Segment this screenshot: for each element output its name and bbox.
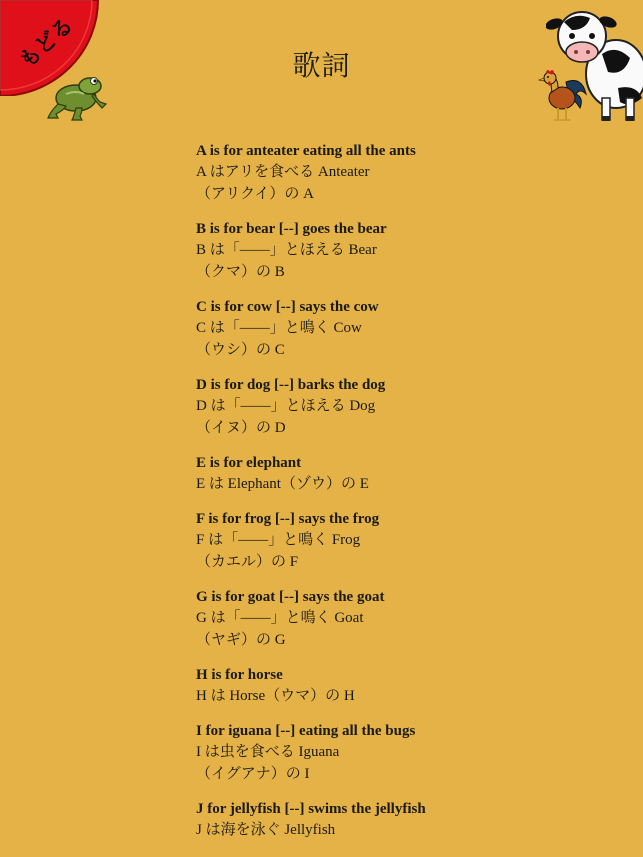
verse-h	[196, 665, 626, 707]
verse-line: C は「——」と鳴く Cow	[196, 320, 362, 336]
verse-title: E is for elephant	[196, 455, 302, 471]
verse-b	[196, 219, 626, 283]
verse-line: F は「——」と鳴く Frog	[196, 532, 361, 548]
verse-line: （ウシ）の C	[196, 342, 285, 358]
verse-g	[196, 587, 626, 651]
verse-line: （イヌ）の D	[196, 420, 286, 436]
verse-line: D は「——」とほえる Dog	[196, 398, 376, 414]
verse-title: C is for cow [--] says the cow	[196, 299, 379, 315]
verse-line: （クマ）の B	[196, 264, 285, 280]
verse-line: I は虫を食べる Iguana	[196, 744, 340, 760]
verse-line: H は Horse（ウマ）の H	[196, 688, 355, 704]
verse-title: B is for bear [--] goes the bear	[196, 221, 387, 237]
lyrics-list	[196, 141, 626, 855]
verse-line: A はアリを食べる Anteater	[196, 164, 370, 180]
verse-line: B は「——」とほえる Bear	[196, 242, 377, 258]
verse-title: I for iguana [--] eating all the bugs	[196, 723, 416, 739]
verse-line: G は「——」と鳴く Goat	[196, 610, 364, 626]
verse-title: F is for frog [--] says the frog	[196, 511, 380, 527]
verse-c	[196, 297, 626, 361]
verse-line: （イグアナ）の I	[196, 766, 310, 782]
page-title: 歌詞	[292, 49, 351, 82]
back-button-label: もどる	[14, 12, 78, 73]
verse-title: H is for horse	[196, 667, 283, 683]
verse-title: A is for anteater eating all the ants	[196, 143, 416, 159]
verse-i	[196, 721, 626, 785]
verse-a	[196, 141, 626, 205]
verse-j	[196, 799, 626, 841]
verse-title: G is for goat [--] says the goat	[196, 589, 385, 605]
verse-e	[196, 453, 626, 495]
verse-f	[196, 509, 626, 573]
verse-line: （アリクイ）の A	[196, 186, 314, 202]
verse-title: J for jellyfish [--] swims the jellyfish	[196, 801, 426, 817]
verse-line: （カエル）の F	[196, 554, 299, 570]
verse-d	[196, 375, 626, 439]
verse-line: （ヤギ）の G	[196, 632, 286, 648]
verse-line: J は海を泳ぐ Jellyfish	[196, 822, 336, 838]
verse-title: D is for dog [--] barks the dog	[196, 377, 386, 393]
verse-line: E は Elephant（ゾウ）の E	[196, 476, 369, 492]
